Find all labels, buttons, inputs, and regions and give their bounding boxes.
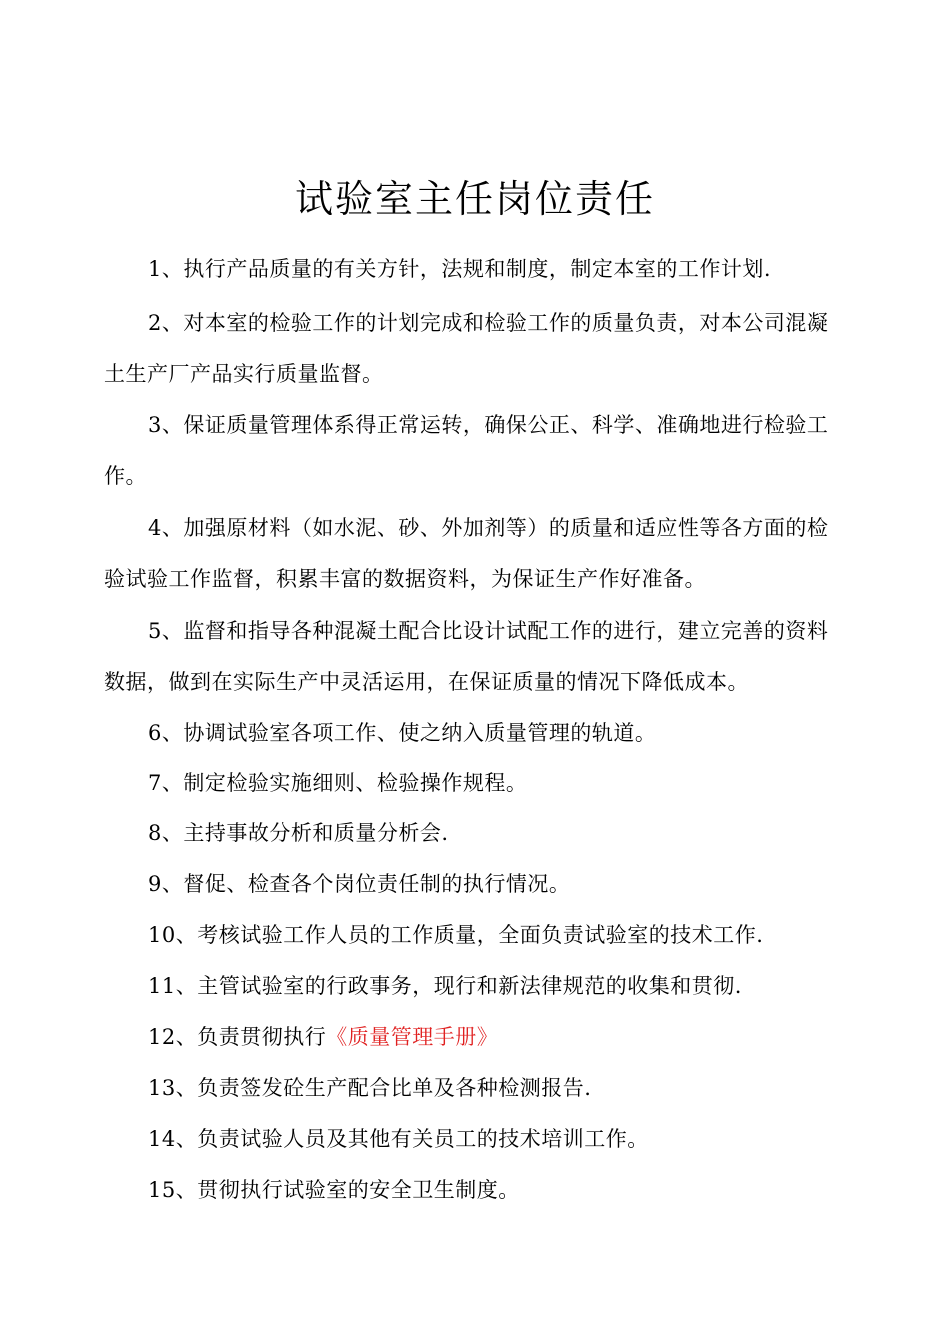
duty-item-13: 13、负责签发砼生产配合比单及各种检测报告.	[148, 1076, 592, 1100]
duty-item-3: 3、保证质量管理体系得正常运转，确保公正、科学、准确地进行检验工作。	[104, 413, 829, 488]
duty-item-15: 15、贯彻执行试验室的安全卫生制度。	[148, 1178, 520, 1202]
duty-item-12-text: 12、负责贯彻执行	[148, 1025, 327, 1049]
duty-item-2: 2、对本室的检验工作的计划完成和检验工作的质量负责，对本公司混凝土生产厂产品实行质量监督。	[104, 311, 829, 386]
manual-title-highlight: 《质量管理手册》	[326, 1025, 499, 1049]
duty-item-5: 5、监督和指导各种混凝土配合比设计试配工作的进行，建立完善的资料数据，做到在实际生产中灵活运用，在保证质量的情况下降低成本。	[104, 619, 829, 694]
duty-item-7: 7、制定检验实施细则、检验操作规程。	[148, 771, 528, 795]
document-title: 试验室主任岗位责任	[294, 177, 655, 221]
duty-item-9: 9、督促、检查各个岗位责任制的执行情况。	[148, 872, 571, 896]
duty-item-1: 1、执行产品质量的有关方针，法规和制度，制定本室的工作计划.	[148, 257, 772, 281]
duty-item-4: 4、加强原材料（如水泥、砂、外加剂等）的质量和适应性等各方面的检验试验工作监督，积累丰富的数据资料，为保证生产作好准备。	[104, 516, 829, 591]
duty-item-12	[104, 1012, 848, 1063]
duty-item-10: 10、考核试验工作人员的工作质量，全面负责试验室的技术工作.	[148, 923, 764, 947]
duty-item-6: 6、协调试验室各项工作、使之纳入质量管理的轨道。	[148, 721, 657, 745]
duty-item-14: 14、负责试验人员及其他有关员工的技术培训工作。	[148, 1127, 649, 1151]
duty-item-8: 8、主持事故分析和质量分析会.	[148, 821, 449, 845]
duty-item-11: 11、主管试验室的行政事务，现行和新法律规范的收集和贯彻.	[148, 974, 742, 998]
